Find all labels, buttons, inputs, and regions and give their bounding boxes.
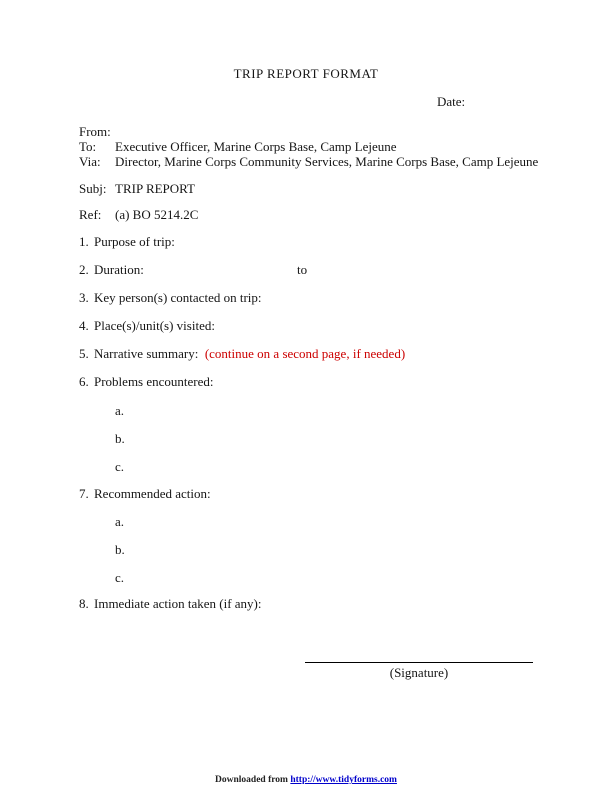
subject-row [79,181,195,197]
item-5-row [94,346,405,362]
from-label: From: [79,124,111,139]
to-label: To: [79,139,97,154]
item-5-text: Narrative summary: [94,346,199,361]
item-3-text: Key person(s) contacted on trip: [94,290,262,305]
item-6-sub-b: b. [115,431,125,446]
item-7-number: 7. [79,486,89,501]
signature-line [305,662,533,681]
subject-value: TRIP REPORT [115,181,195,196]
item-2-duration-to: to [297,262,308,277]
address-row-via [79,154,538,170]
item-4-text: Place(s)/unit(s) visited: [94,318,215,333]
to-value: Executive Officer, Marine Corps Base, Camp Lejeune [115,139,397,154]
item-5-number: 5. [79,346,89,361]
item-7-sub-a: a. [115,514,125,529]
reference-label: Ref: [79,207,102,222]
page-title: TRIP REPORT FORMAT [233,66,379,81]
item-3-number: 3. [79,290,89,305]
footer-link[interactable]: http://www.tidyforms.com [290,775,397,785]
item-7-text: Recommended action: [94,486,211,501]
date-label: Date: [437,94,466,109]
item-6-sub-c: c. [115,459,125,474]
page-footer [0,775,612,785]
reference-value: (a) BO 5214.2C [115,207,199,222]
reference-row [79,207,198,223]
item-6-sub-a: a. [115,403,125,418]
item-4-number: 4. [79,318,89,333]
subject-label: Subj: [79,181,107,196]
footer-prefix: Downloaded from [215,775,291,785]
item-8-text: Immediate action taken (if any): [94,596,262,611]
via-value: Director, Marine Corps Community Services, Marine Corps Base, Camp Lejeune [115,154,539,169]
item-5-red-note: (continue on a second page, if needed) [204,346,406,361]
signature-label: (Signature) [389,665,449,680]
item-2-number: 2. [79,262,89,277]
item-2-text: Duration: [94,262,144,277]
item-6-text: Problems encountered: [94,374,214,389]
item-7-sub-b: b. [115,542,125,557]
item-1-number: 1. [79,234,89,249]
via-label: Via: [79,154,101,169]
item-1-text: Purpose of trip: [94,234,175,249]
item-6-number: 6. [79,374,89,389]
item-7-sub-c: c. [115,570,125,585]
address-row-to [79,139,397,155]
item-8-number: 8. [79,596,89,611]
address-row-from [79,124,115,140]
